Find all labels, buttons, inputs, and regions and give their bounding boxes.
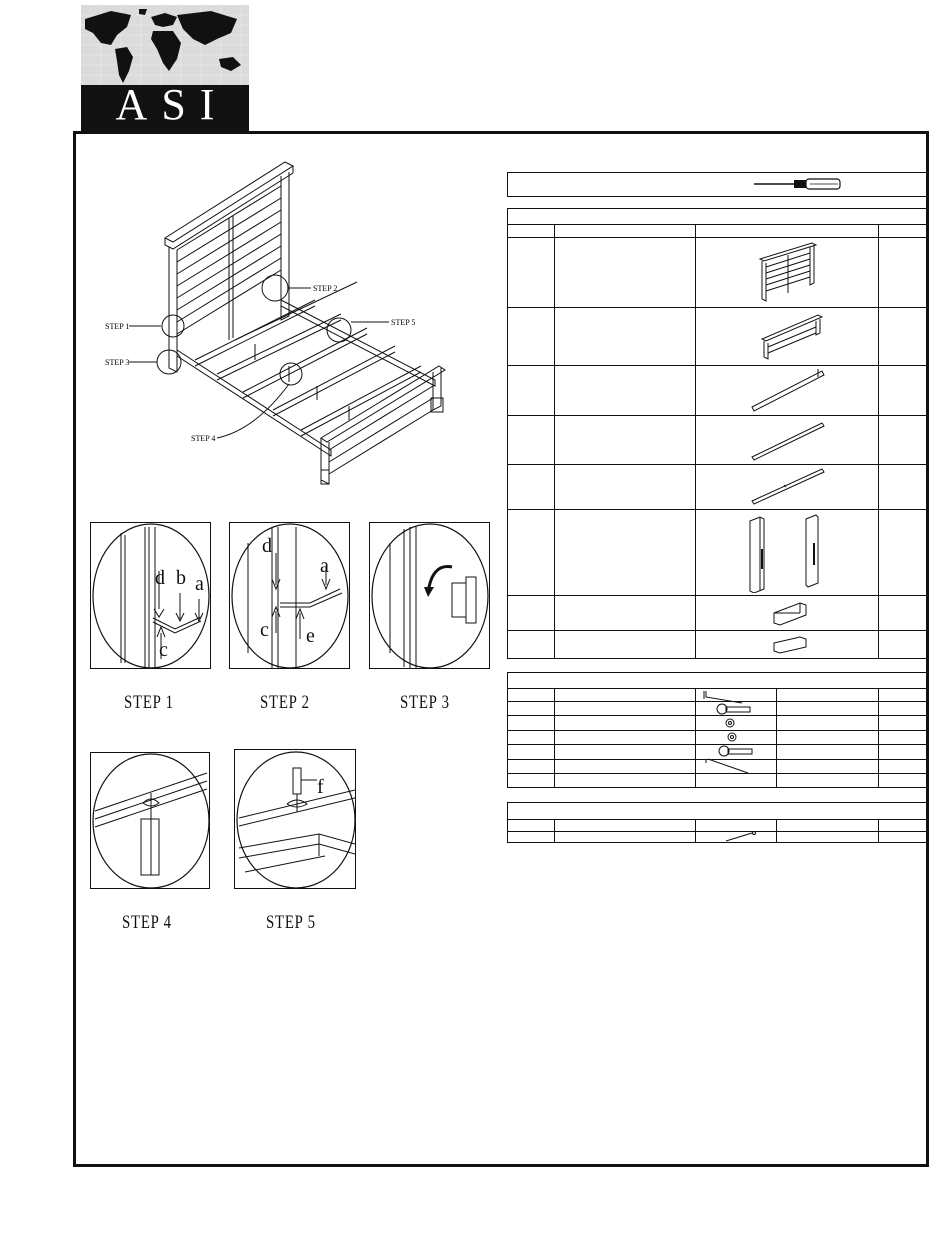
- asi-logo: [81, 5, 249, 131]
- bolt-icon: [717, 704, 750, 714]
- block-part-image: [770, 599, 810, 629]
- tools-box: [507, 172, 927, 197]
- step5-letter-f: f: [317, 776, 324, 798]
- step2-label: STEP 2: [260, 692, 310, 713]
- hardware-table: [507, 672, 927, 788]
- bed-overview-diagram: [95, 150, 465, 490]
- rotate-arrow-icon: [424, 567, 452, 597]
- washer-icon: [726, 719, 734, 727]
- step5-detail: [234, 749, 356, 889]
- footboard-part-image: [758, 309, 824, 363]
- step1-letter-a: a: [195, 573, 204, 595]
- step2-letter-d: d: [262, 535, 272, 557]
- tool-image: [722, 831, 762, 843]
- step2-letter-e: e: [306, 625, 315, 647]
- legs-part-image: [746, 513, 836, 593]
- tool-table: [507, 802, 927, 843]
- overview-callout-step2: STEP 2: [313, 284, 338, 293]
- step1-letter-d: d: [155, 567, 165, 589]
- side-rail-part-image: [748, 367, 828, 413]
- step4-label: STEP 4: [122, 912, 172, 933]
- step1-letter-c: c: [159, 639, 168, 661]
- logo-text: ASI: [115, 80, 229, 129]
- step1-letter-b: b: [176, 567, 186, 589]
- step2-letter-a: a: [320, 555, 329, 577]
- step4-detail: [90, 752, 210, 889]
- world-map-graphic: [81, 5, 249, 85]
- screwdriver-icon: [754, 177, 844, 191]
- center-rail-part-image: [748, 465, 828, 507]
- hardware-images: [698, 689, 774, 787]
- step5-label: STEP 5: [266, 912, 316, 933]
- step2-detail: [229, 522, 350, 669]
- headboard-part-image: [758, 239, 818, 305]
- parts-table: [507, 208, 927, 659]
- slat-part-image: [748, 417, 828, 463]
- overview-callout-step1: STEP 1: [105, 322, 130, 331]
- overview-callout-step5: STEP 5: [391, 318, 416, 327]
- bracket-part-image: [770, 633, 810, 657]
- step3-label: STEP 3: [400, 692, 450, 713]
- allen-key-icon: [704, 691, 742, 703]
- step3-detail: [369, 522, 490, 669]
- step2-letter-c: c: [260, 619, 269, 641]
- step1-label: STEP 1: [124, 692, 174, 713]
- overview-callout-step4: STEP 4: [191, 434, 216, 443]
- overview-callout-step3: STEP 3: [105, 358, 130, 367]
- step1-detail: [90, 522, 211, 669]
